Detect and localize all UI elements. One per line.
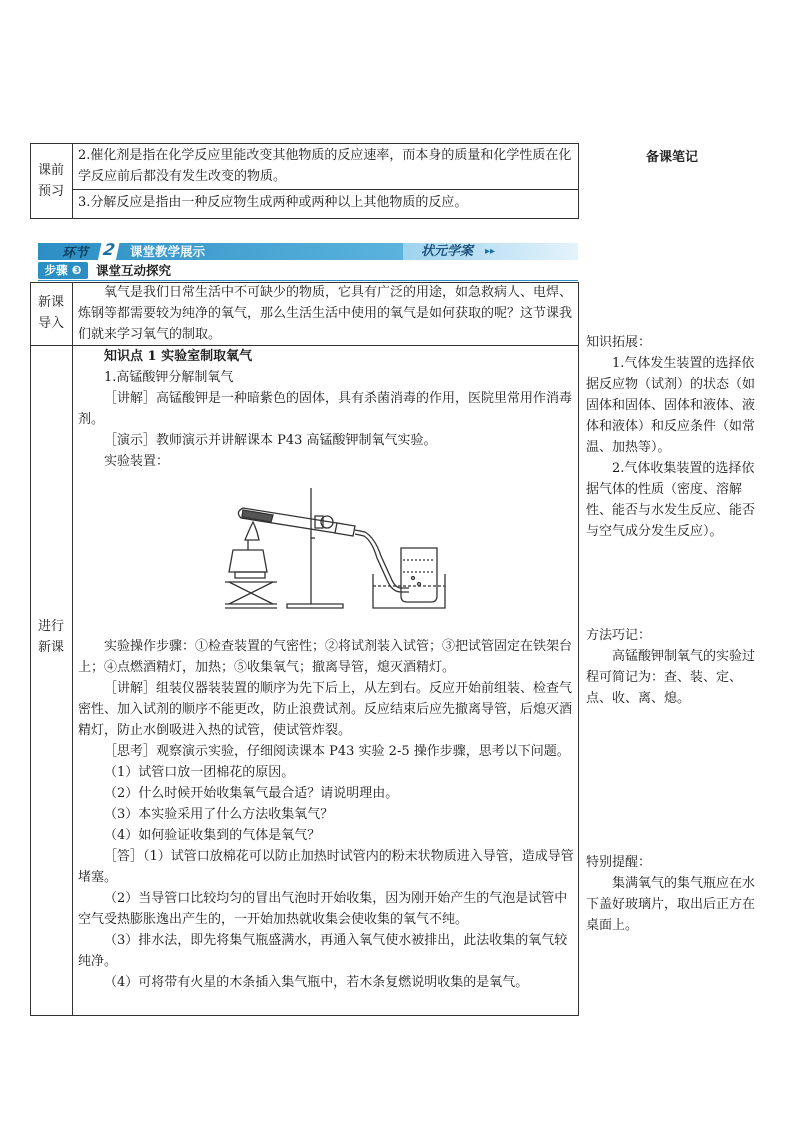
preview-item-2: 2.催化剂是指在化学反应里能改变其他物质的反应速率，而本身的质量和化学性质在化学反应前后都没有发生改变的物质。 [78,148,572,184]
step-underline [38,280,578,281]
answer-2: （2）当导管口比较均匀的冒出气泡时开始收集，因为刚开始产生的气泡是试管中空气受热膨胀逸出产生的，一开始加热就收集会使收集的氧气不纯。 [78,891,568,927]
answer-4: （4）可将带有火星的木条插入集气瓶中，若木条复燃说明收集的是氧气。 [104,975,529,990]
sidebar-knowledge [586,332,758,542]
sidebar-reminder [586,852,758,936]
banner-huanjie: 环节 [62,246,89,261]
knowledge-point-title: 知识点 1 实验室制取氧气 [104,349,253,364]
method-item: 高锰酸钾制氧气的实验过程可简记为：查、装、定、点、收、离、熄。 [586,649,756,706]
banner-title: 课堂教学展示 [130,244,206,259]
preview-item-3: 3.分解反应是指由一种反应物生成两种或两种以上其他物质的反应。 [78,195,468,210]
knowledge-title: 知识拓展： [586,335,652,350]
banner-arrows-icon: ▸▸ [485,246,496,257]
question-4: （4）如何验证收集到的气体是氧气？ [104,828,321,843]
answer-3: （3）排水法，即先将集气瓶盛满水，再通入氧气使水被排出，此法收集的氧气较纯净。 [78,933,568,969]
explanation-2: ［讲解］组装仪器装装置的顺序为先下后上，从左到右。反应开始前组装、检查气密性、加入试剂的顺序不能更改，防止浪费试剂。反应结束后应先撤离导管，后熄灭酒精灯，防止水倒吸进入热的试管，使试管炸裂。 [78,681,573,738]
explanation-1: ［讲解］高锰酸钾是一种暗紫色的固体，具有杀菌消毒的作用，医院里常用作消毒剂。 [78,391,573,427]
section-banner [38,240,578,261]
banner-brand: 状元学案 [421,244,474,259]
preview-row-label: 课前 预习 [37,163,64,199]
intro-label: 新课 导入 [37,295,64,331]
think-prompt: ［思考］观察演示实验，仔细阅读课本 P43 实验 2-5 操作步骤，思考以下问题。 [104,744,570,759]
sidebar-header: 备课笔记 [645,150,698,165]
step-badge: 步骤 ❸ [38,262,88,279]
knowledge-item-2: 2.气体收集装置的选择依据气体的性质（密度、溶解性、能否与水发生反应、能否与空气成分发生反应）。 [586,461,756,539]
sidebar-method [586,625,758,709]
demonstration: ［演示］教师演示并讲解课本 P43 高锰酸钾制氧气实验。 [104,433,437,448]
reminder-item: 集满氧气的集气瓶应在水下盖好玻璃片，取出后正方在桌面上。 [586,876,756,933]
question-2: （2）什么时候开始收集氧气最合适？请说明理由。 [104,786,399,801]
step-title: 课堂互动探究 [96,263,172,278]
answer-1: ［答］（1）试管口放棉花可以防止加热时试管内的粉末状物质进入导管，造成导管堵塞。 [78,849,574,885]
sub-heading-1: 1.高锰酸钾分解制氧气 [104,370,234,385]
reminder-title: 特别提醒： [586,855,652,870]
knowledge-item-1: 1.气体发生装置的选择依据反应物（试剂）的状态（如固体和固体、固体和液体、液体和液体）和反应条件（如常温、加热等）。 [586,356,756,455]
question-1: （1）试管口放一团棉花的原因。 [104,765,295,780]
main-label: 进行 新课 [37,619,64,655]
apparatus-illustration [215,478,465,618]
operation-steps: 实验操作步骤：①检查装置的气密性；②将试剂装入试管；③把试管固定在铁架台上；④点燃酒精灯，加热；⑤收集氧气；撤离导管，熄灭酒精灯。 [78,639,573,675]
apparatus-label: 实验装置： [104,454,170,469]
intro-text: 氧气是我们日常生活中不可缺少的物质，它具有广泛的用途，如急救病人、电焊、炼钢等都需要较为纯净的氧气，那么生活生活中使用的氧气是如何获取的呢？这节课我们就来学习氧气的制取。 [78,285,573,342]
method-title: 方法巧记： [586,628,652,643]
banner-number: 2 [98,239,121,261]
main-content [78,346,574,472]
main-content-continued [78,636,574,993]
question-3: （3）本实验采用了什么方法收集氧气？ [104,807,334,822]
